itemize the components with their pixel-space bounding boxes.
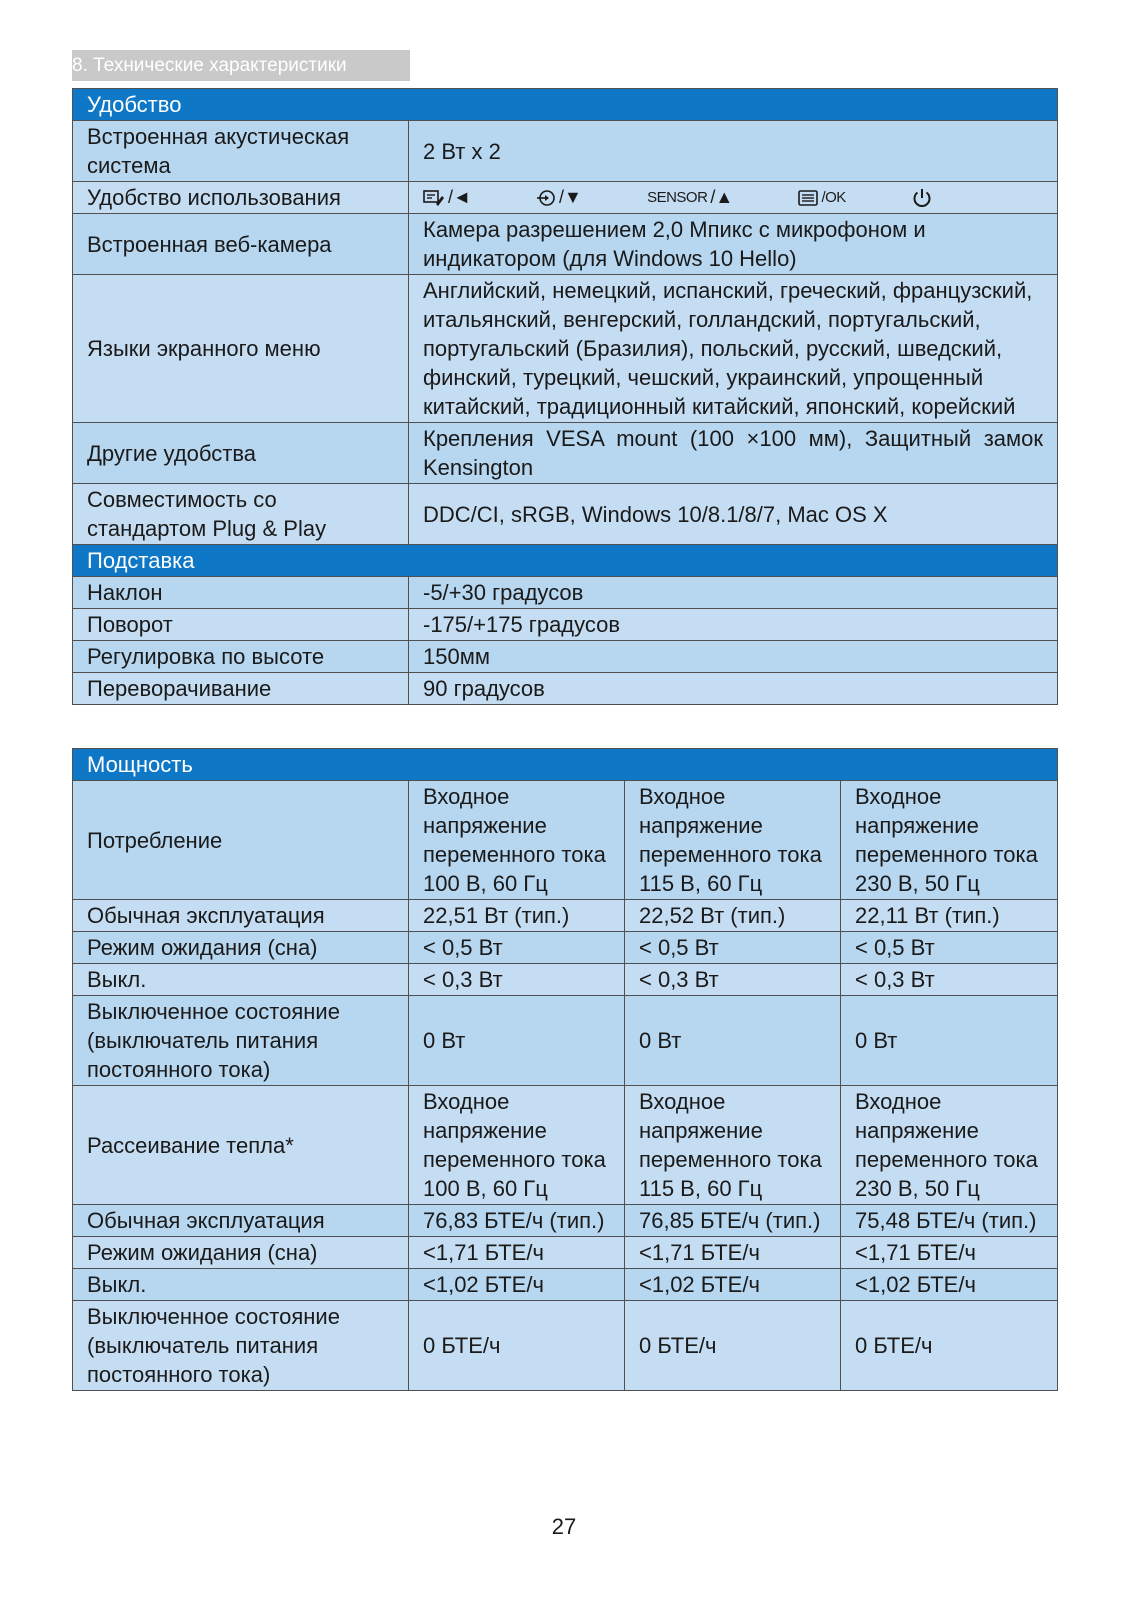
table-row [73,182,1058,214]
power-icon [911,187,933,209]
table-row [73,1205,1058,1237]
row-value: < 0,5 Вт [409,932,625,964]
table-row [73,577,1058,609]
row-value: Входное напряжение переменного тока 115 В, 60 Гц [625,781,841,900]
table-row [73,484,1058,545]
row-label: Встроенная веб-камера [73,214,409,275]
row-value: <1,02 БТЕ/ч [625,1269,841,1301]
control-sensor [647,183,733,212]
row-label: Регулировка по высоте [73,641,409,673]
row-value: 0 БТЕ/ч [409,1301,625,1391]
row-label: Обычная эксплуатация [73,1205,409,1237]
row-value: <1,71 БТЕ/ч [625,1237,841,1269]
power-table [72,748,1058,1391]
section-header-row [73,89,1058,121]
row-label: Обычная эксплуатация [73,900,409,932]
control-input [536,183,582,212]
row-label: Переворачивание [73,673,409,705]
row-value: 0 БТЕ/ч [841,1301,1058,1391]
row-value: < 0,5 Вт [625,932,841,964]
row-value: 22,51 Вт (тип.) [409,900,625,932]
row-value: 90 градусов [409,673,1058,705]
row-label: Встроенная акустическая система [73,121,409,182]
table-row [73,1237,1058,1269]
row-label: Наклон [73,577,409,609]
table-row [73,275,1058,423]
row-value: Английский, немецкий, испанский, греческий, французский, итальянский, венгерский, голландский, португальский, португальский (Бразилия), польский, русский, шведский, финский, турецкий, чешский, украинский, упрощенный китайский, традиционный китайский, японский, корейский [409,275,1058,423]
table-row [73,214,1058,275]
row-label: Выкл. [73,964,409,996]
row-value: < 0,3 Вт [409,964,625,996]
control-power [911,187,933,209]
control-menu-input [423,183,471,212]
table-row [73,781,1058,900]
table-row [73,641,1058,673]
row-value: < 0,5 Вт [841,932,1058,964]
table-row [73,423,1058,484]
row-label: Поворот [73,609,409,641]
row-value: DDC/CI, sRGB, Windows 10/8.1/8/7, Mac OS X [409,484,1058,545]
row-label: Режим ожидания (сна) [73,932,409,964]
page-number: 27 [551,1514,577,1539]
row-label: Выкл. [73,1269,409,1301]
table-row [73,900,1058,932]
controls-cell [409,182,1058,214]
row-label: Выключенное состояние (выключатель питания постоянного тока) [73,996,409,1086]
row-value: Входное напряжение переменного тока 100 В, 60 Гц [409,781,625,900]
row-value: < 0,3 Вт [841,964,1058,996]
row-label: Потребление [73,781,409,900]
section-header-row [73,545,1058,577]
row-value: 22,11 Вт (тип.) [841,900,1058,932]
table-row [73,609,1058,641]
row-label: Языки экранного меню [73,275,409,423]
table-row [73,121,1058,182]
row-value: 2 Вт x 2 [409,121,1058,182]
table-row [73,1086,1058,1205]
table-row [73,932,1058,964]
row-label: Другие удобства [73,423,409,484]
section-header: Подставка [73,545,1058,577]
row-value: <1,71 БТЕ/ч [841,1237,1058,1269]
row-value: 0 Вт [625,996,841,1086]
control-menu-ok-text: /OK [821,189,846,206]
row-value: Камера разрешением 2,0 Мпикс с микрофоном и индикатором (для Windows 10 Hello) [409,214,1058,275]
table-row [73,1269,1058,1301]
control-sensor-text: /▲ [710,187,734,207]
row-value: 150мм [409,641,1058,673]
menu-icon [798,189,818,207]
table-row [73,996,1058,1086]
row-value: <1,02 БТЕ/ч [841,1269,1058,1301]
row-value: Входное напряжение переменного тока 230 В, 50 Гц [841,1086,1058,1205]
section-header: Удобство [73,89,1058,121]
row-label: Удобство использования [73,182,409,214]
row-value: <1,71 БТЕ/ч [409,1237,625,1269]
input-source-icon [536,188,556,208]
table-row [73,1301,1058,1391]
row-value: -5/+30 градусов [409,577,1058,609]
control-menu-ok [798,183,845,212]
row-value: < 0,3 Вт [625,964,841,996]
control-input-text: /▼ [559,187,582,207]
row-value: 75,48 БТЕ/ч (тип.) [841,1205,1058,1237]
row-value: <1,02 БТЕ/ч [409,1269,625,1301]
row-label: Режим ожидания (сна) [73,1237,409,1269]
row-value: 22,52 Вт (тип.) [625,900,841,932]
row-value: Входное напряжение переменного тока 230 В, 50 Гц [841,781,1058,900]
row-value: 0 Вт [409,996,625,1086]
row-value: 76,85 БТЕ/ч (тип.) [625,1205,841,1237]
table-row [73,964,1058,996]
convenience-stand-table [72,88,1058,705]
control-menu-input-text: /◄ [448,187,471,207]
row-value: Входное напряжение переменного тока 115 В, 60 Гц [625,1086,841,1205]
control-buttons-legend [423,183,1043,212]
row-value: 76,83 БТЕ/ч (тип.) [409,1205,625,1237]
section-title: 8. Технические характеристики [72,50,410,81]
row-label: Выключенное состояние (выключатель питания постоянного тока) [73,1301,409,1391]
row-value: 0 Вт [841,996,1058,1086]
section-header: Мощность [73,749,1058,781]
row-value: 0 БТЕ/ч [625,1301,841,1391]
section-header-row [73,749,1058,781]
menu-input-icon [423,188,445,208]
row-label: Рассеивание тепла* [73,1086,409,1205]
sensor-label: SENSOR [647,189,708,206]
table-row [73,673,1058,705]
row-value: -175/+175 градусов [409,609,1058,641]
row-value: Входное напряжение переменного тока 100 В, 60 Гц [409,1086,625,1205]
row-value: Крепления VESA mount (100 ×100 мм), Защитный замок Kensington [409,423,1058,484]
row-label: Совместимость со стандартом Plug & Play [73,484,409,545]
